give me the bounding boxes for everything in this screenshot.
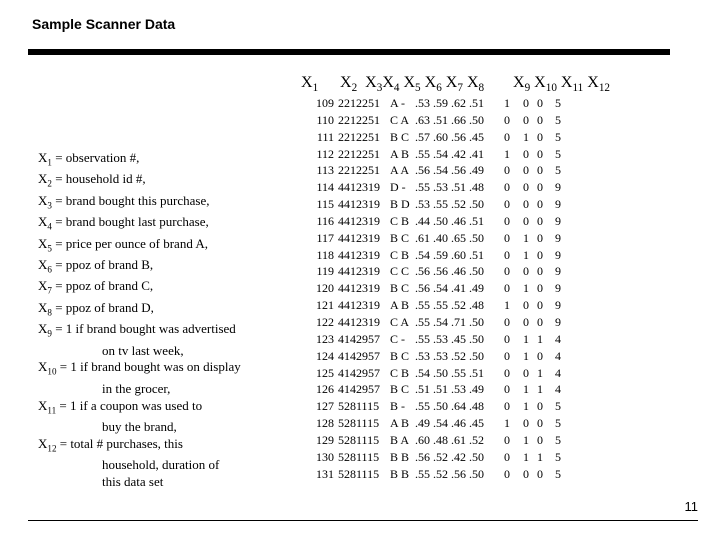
household-cell: 2212251 [338, 146, 380, 161]
observation-cell: 112 [316, 146, 334, 161]
observation-cell: 114 [316, 180, 334, 195]
household-cell: 4412319 [338, 298, 380, 313]
brand-cell: B C [390, 230, 410, 245]
definition-line: in the grocer, [102, 380, 171, 396]
price-cell: .55 .50 .64 .48 [415, 399, 484, 414]
x10-cell: 0 [523, 197, 529, 212]
definition-line: $X_{10} = 1$ if brand bought was on display [38, 359, 241, 377]
x11-cell: 1 [537, 331, 543, 346]
price-cell: .55 .54 .42 .41 [415, 146, 484, 161]
x9-cell: 0 [504, 331, 510, 346]
x10-cell: 0 [523, 163, 529, 178]
observation-cell: 113 [316, 163, 334, 178]
x10-cell: 1 [523, 247, 529, 262]
x12-cell: 5 [555, 163, 561, 178]
x11-cell: 0 [537, 213, 543, 228]
column-x11 [533, 95, 547, 482]
title-rule [28, 49, 670, 55]
slide-title: Sample Scanner Data [32, 16, 176, 32]
price-cell: .54 .59 .60 .51 [415, 247, 484, 262]
x10-cell: 1 [523, 382, 529, 397]
brand-cell: B C [390, 281, 410, 296]
x12-cell: 5 [555, 466, 561, 481]
observation-cell: 130 [316, 449, 334, 464]
household-cell: 4142957 [338, 331, 380, 346]
price-cell: .55 .54 .71 .50 [415, 314, 484, 329]
x10-cell: 0 [523, 146, 529, 161]
x11-cell: 0 [537, 348, 543, 363]
x11-cell: 0 [537, 264, 543, 279]
brand-cell: A B [390, 416, 410, 431]
x12-cell: 5 [555, 416, 561, 431]
price-cell: .56 .56 .46 .50 [415, 264, 484, 279]
x10-cell: 1 [523, 230, 529, 245]
definition-line: buy the brand, [102, 418, 177, 434]
household-cell: 2212251 [338, 96, 380, 110]
observation-cell: 124 [316, 348, 334, 363]
page-number: 11 [684, 499, 698, 514]
x11-cell: 0 [537, 197, 543, 212]
brand-cell: B C [390, 129, 410, 144]
definition-line: on tv last week, [102, 342, 184, 358]
column-observation [300, 95, 334, 482]
footer-rule [28, 520, 698, 521]
x12-cell: 5 [555, 432, 561, 447]
x11-cell: 0 [537, 96, 543, 110]
header-x2-x8: $X_2$ $X_3X_4$ $X_5$ $X_6$ $X_7$ $X_8$ [340, 74, 485, 95]
brand-cell: C B [390, 365, 410, 380]
x10-cell: 0 [523, 466, 529, 481]
brand-cell: A - [390, 96, 405, 110]
x11-cell: 0 [537, 466, 543, 481]
brand-cell: A B [390, 146, 410, 161]
x9-cell: 0 [504, 348, 510, 363]
brand-cell: A A [390, 163, 410, 178]
x12-cell: 5 [555, 399, 561, 414]
household-cell: 4412319 [338, 281, 380, 296]
x11-cell: 0 [537, 180, 543, 195]
observation-cell: 126 [316, 382, 334, 397]
household-cell: 5281115 [338, 416, 380, 431]
x12-cell: 4 [555, 382, 561, 397]
x10-cell: 1 [523, 331, 529, 346]
x11-cell: 0 [537, 432, 543, 447]
x9-cell: 0 [504, 466, 510, 481]
brand-cell: B B [390, 449, 410, 464]
x9-cell: 0 [504, 213, 510, 228]
x9-cell: 1 [504, 96, 510, 110]
x9-cell: 0 [504, 432, 510, 447]
x11-cell: 0 [537, 129, 543, 144]
price-cell: .44 .50 .46 .51 [415, 213, 484, 228]
x12-cell: 5 [555, 96, 561, 110]
household-cell: 5281115 [338, 432, 380, 447]
household-cell: 4142957 [338, 365, 380, 380]
household-cell: 4412319 [338, 264, 380, 279]
x10-cell: 0 [523, 213, 529, 228]
definition-line: $X_3$ = brand bought this purchase, [38, 192, 210, 211]
column-x12 [551, 95, 565, 482]
header-x9-x12: $X_9$ $X_{10}$ $X_{11}$ $X_{12}$ [513, 74, 610, 95]
price-cell: .53 .59 .62 .51 [415, 96, 484, 110]
x9-cell: 0 [504, 281, 510, 296]
definition-line: $X_9 = 1$ if brand bought was advertised [38, 321, 236, 339]
x10-cell: 1 [523, 449, 529, 464]
price-cell: .61 .40 .65 .50 [415, 230, 484, 245]
household-cell: 5281115 [338, 449, 380, 464]
column-brands [390, 95, 416, 482]
x11-cell: 0 [537, 230, 543, 245]
household-cell: 4142957 [338, 382, 380, 397]
household-cell: 4412319 [338, 213, 380, 228]
x12-cell: 9 [555, 213, 561, 228]
x12-cell: 4 [555, 331, 561, 346]
price-cell: .60 .48 .61 .52 [415, 432, 484, 447]
x9-cell: 0 [504, 112, 510, 127]
definition-line: $X_7$ = ppoz of brand C, [38, 278, 154, 296]
x11-cell: 0 [537, 314, 543, 329]
x11-cell: 1 [537, 449, 543, 464]
variable-definitions [38, 150, 298, 491]
x10-cell: 0 [523, 96, 529, 110]
x11-cell: 0 [537, 247, 543, 262]
x12-cell: 5 [555, 112, 561, 127]
household-cell: 4142957 [338, 348, 380, 363]
brand-cell: C B [390, 213, 410, 228]
price-cell: .55 .53 .45 .50 [415, 331, 484, 346]
x12-cell: 9 [555, 197, 561, 212]
price-cell: .55 .53 .51 .48 [415, 180, 484, 195]
x12-cell: 5 [555, 146, 561, 161]
definition-line: $X_{12}$ = total # purchases, this [38, 435, 183, 454]
column-x9 [500, 95, 514, 482]
observation-cell: 111 [316, 129, 334, 144]
price-cell: .53 .53 .52 .50 [415, 348, 484, 363]
x11-cell: 1 [537, 365, 543, 380]
observation-cell: 115 [316, 197, 334, 212]
household-cell: 2212251 [338, 129, 380, 144]
price-cell: .63 .51 .66 .50 [415, 112, 484, 127]
x12-cell: 9 [555, 247, 561, 262]
x12-cell: 5 [555, 449, 561, 464]
brand-cell: B D [390, 197, 410, 212]
x11-cell: 0 [537, 112, 543, 127]
brand-cell: B A [390, 432, 410, 447]
observation-cell: 125 [316, 365, 334, 380]
observation-cell: 131 [316, 466, 334, 481]
price-cell: .56 .52 .42 .50 [415, 449, 484, 464]
brand-cell: A B [390, 298, 410, 313]
price-cell: .55 .55 .52 .48 [415, 298, 484, 313]
brand-cell: D - [390, 180, 406, 195]
brand-cell: B C [390, 382, 410, 397]
brand-cell: B C [390, 348, 410, 363]
brand-cell: B - [390, 399, 405, 414]
x10-cell: 1 [523, 399, 529, 414]
price-cell: .51 .51 .53 .49 [415, 382, 484, 397]
x9-cell: 0 [504, 230, 510, 245]
x11-cell: 1 [537, 382, 543, 397]
x12-cell: 9 [555, 264, 561, 279]
x9-cell: 0 [504, 247, 510, 262]
x11-cell: 0 [537, 298, 543, 313]
brand-cell: C B [390, 247, 410, 262]
column-household [338, 95, 392, 482]
household-cell: 4412319 [338, 247, 380, 262]
observation-cell: 110 [316, 112, 334, 127]
definition-line: $X_{11} = 1$ if a coupon was used to [38, 397, 203, 416]
observation-cell: 128 [316, 416, 334, 431]
x10-cell: 1 [523, 348, 529, 363]
observation-cell: 118 [316, 247, 334, 262]
observation-cell: 122 [316, 314, 334, 329]
x12-cell: 9 [555, 230, 561, 245]
observation-cell: 123 [316, 331, 334, 346]
observation-cell: 121 [316, 298, 334, 313]
x11-cell: 0 [537, 399, 543, 414]
observation-cell: 129 [316, 432, 334, 447]
header-x1: $X_1$ [301, 74, 319, 95]
x12-cell: 5 [555, 129, 561, 144]
x10-cell: 0 [523, 264, 529, 279]
observation-cell: 120 [316, 281, 334, 296]
x9-cell: 0 [504, 197, 510, 212]
observation-cell: 116 [316, 213, 334, 228]
x9-cell: 1 [504, 416, 510, 431]
observation-cell: 109 [316, 96, 334, 110]
x11-cell: 0 [537, 163, 543, 178]
definition-line: $X_8$ = ppoz of brand D, [38, 299, 154, 318]
household-cell: 4412319 [338, 180, 380, 195]
x12-cell: 9 [555, 281, 561, 296]
definition-line: household, duration of [102, 457, 220, 473]
household-cell: 5281115 [338, 399, 380, 414]
household-cell: 4412319 [338, 314, 380, 329]
x10-cell: 0 [523, 180, 529, 195]
price-cell: .53 .55 .52 .50 [415, 197, 484, 212]
x11-cell: 0 [537, 146, 543, 161]
price-cell: .57 .60 .56 .45 [415, 129, 484, 144]
observation-cell: 127 [316, 399, 334, 414]
household-cell: 2212251 [338, 163, 380, 178]
x10-cell: 0 [523, 298, 529, 313]
household-cell: 4412319 [338, 197, 380, 212]
price-cell: .55 .52 .56 .50 [415, 466, 484, 481]
x9-cell: 0 [504, 163, 510, 178]
definition-line: $X_2$ = household id #, [38, 171, 146, 189]
x9-cell: 0 [504, 180, 510, 195]
x12-cell: 4 [555, 365, 561, 380]
x12-cell: 9 [555, 314, 561, 329]
definition-line: $X_4$ = brand bought last purchase, [38, 214, 209, 232]
x10-cell: 1 [523, 281, 529, 296]
x9-cell: 0 [504, 399, 510, 414]
price-cell: .56 .54 .41 .49 [415, 281, 484, 296]
definition-line: $X_1$ = observation #, [38, 150, 140, 168]
brand-cell: C A [390, 112, 410, 127]
x11-cell: 0 [537, 281, 543, 296]
household-cell: 2212251 [338, 112, 380, 127]
x9-cell: 1 [504, 298, 510, 313]
x10-cell: 1 [523, 432, 529, 447]
x9-cell: 0 [504, 129, 510, 144]
column-x10 [519, 95, 533, 482]
definition-line: $X_5$ = price per ounce of brand A, [38, 235, 208, 254]
x9-cell: 0 [504, 382, 510, 397]
x10-cell: 0 [523, 416, 529, 431]
brand-cell: C A [390, 314, 410, 329]
x9-cell: 0 [504, 365, 510, 380]
x12-cell: 4 [555, 348, 561, 363]
x12-cell: 9 [555, 180, 561, 195]
observation-cell: 117 [316, 230, 334, 245]
x9-cell: 0 [504, 314, 510, 329]
x11-cell: 0 [537, 416, 543, 431]
price-cell: .54 .50 .55 .51 [415, 365, 484, 380]
column-prices [415, 95, 495, 482]
x10-cell: 0 [523, 365, 529, 380]
x10-cell: 0 [523, 314, 529, 329]
x9-cell: 0 [504, 449, 510, 464]
x10-cell: 1 [523, 129, 529, 144]
household-cell: 5281115 [338, 466, 380, 481]
definition-line: this data set [102, 473, 164, 489]
brand-cell: B B [390, 466, 410, 481]
x10-cell: 0 [523, 112, 529, 127]
observation-cell: 119 [316, 264, 334, 279]
price-cell: .56 .54 .56 .49 [415, 163, 484, 178]
brand-cell: C C [390, 264, 410, 279]
x9-cell: 1 [504, 146, 510, 161]
x12-cell: 9 [555, 298, 561, 313]
household-cell: 4412319 [338, 230, 380, 245]
x9-cell: 0 [504, 264, 510, 279]
definition-line: $X_6$ = ppoz of brand B, [38, 256, 154, 275]
brand-cell: C - [390, 331, 405, 346]
price-cell: .49 .54 .46 .45 [415, 416, 484, 431]
